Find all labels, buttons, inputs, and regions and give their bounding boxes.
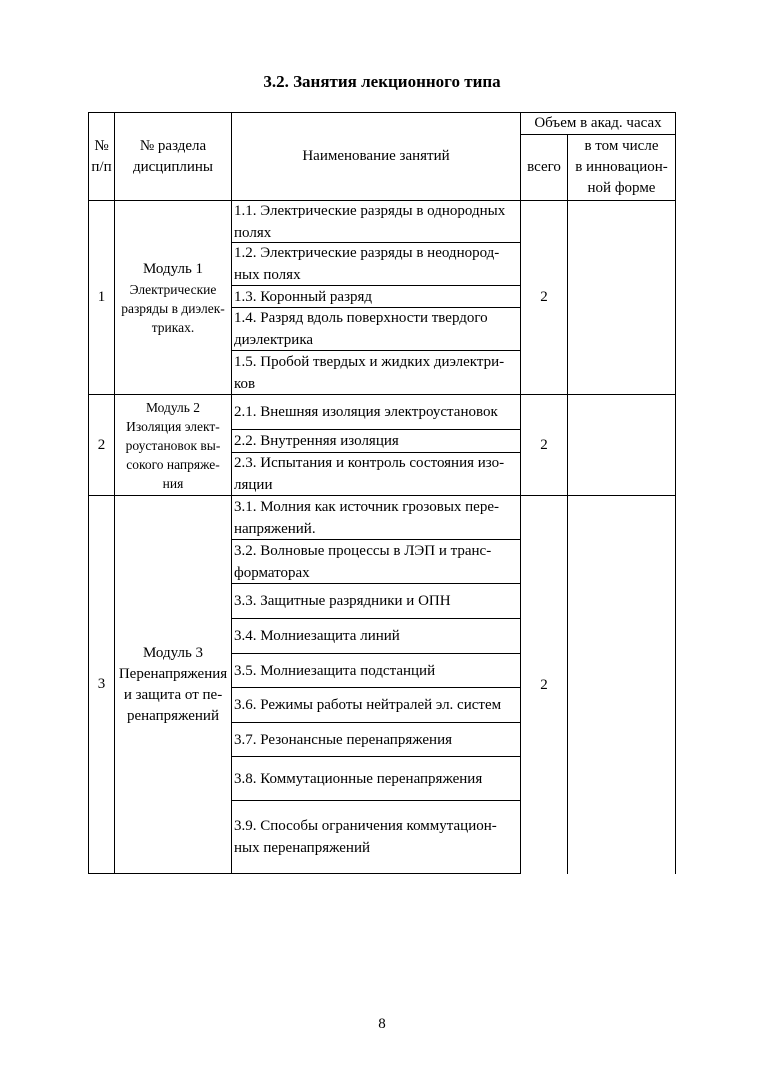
header-name: Наименование занятий	[231, 112, 521, 201]
row-num: 1	[88, 200, 115, 395]
lecture-item: 1.2. Электрические разряды в неоднород- ных полях	[231, 242, 521, 286]
module-title: Модуль 2	[145, 399, 201, 415]
module-title: Модуль 3	[142, 644, 204, 661]
module-cell	[114, 394, 232, 496]
module-cell	[114, 200, 232, 395]
lecture-item: 2.1. Внешняя изоляция электроустановок	[231, 394, 521, 430]
header-section: № раздела дисциплины	[114, 112, 232, 201]
module-subtitle: Изоляция элект- роустановок вы- сокого напряже- ния	[125, 418, 221, 491]
hours-innovative	[567, 495, 676, 874]
lecture-item: 1.1. Электрические разряды в однородных полях	[231, 200, 521, 243]
lecture-item: 3.4. Молниезащита линий	[231, 618, 521, 654]
module-subtitle: Электрические разряды в диэлек- триках.	[121, 281, 225, 335]
page-number: 8	[378, 1016, 386, 1032]
hours-total: 2	[520, 394, 568, 496]
hours-total: 2	[520, 200, 568, 395]
header-num: № п/п	[88, 112, 115, 201]
lecture-item: 2.3. Испытания и контроль состояния изо- ляции	[231, 452, 521, 496]
lecture-item: 2.2. Внутренняя изоляция	[231, 429, 521, 453]
section-title: 3.2. Занятия лекционного типа	[263, 72, 501, 91]
module-title: Модуль 1	[142, 260, 204, 277]
lecture-item: 1.5. Пробой твердых и жидких диэлектри- ков	[231, 350, 521, 395]
header-innovative: в том числе в инновацион- ной форме	[567, 134, 676, 201]
module-subtitle: Перенапряжения и защита от пе- ренапряжений	[118, 665, 228, 724]
row-num: 3	[88, 495, 115, 874]
lecture-item: 3.1. Молния как источник грозовых пере- напряжений.	[231, 495, 521, 540]
hours-total: 2	[520, 495, 568, 874]
header-volume: Объем в акад. часах	[520, 112, 676, 135]
lecture-item: 3.7. Резонансные перенапряжения	[231, 722, 521, 757]
header-total: всего	[520, 134, 568, 201]
hours-innovative	[567, 200, 676, 395]
lecture-item: 3.5. Молниезащита подстанций	[231, 653, 521, 688]
lecture-item: 1.3. Коронный разряд	[231, 285, 521, 308]
lecture-item: 3.8. Коммутационные перенапряжения	[231, 756, 521, 801]
hours-innovative	[567, 394, 676, 496]
row-num: 2	[88, 394, 115, 496]
lecture-item: 3.2. Волновые процессы в ЛЭП и транс- форматорах	[231, 539, 521, 584]
lecture-item: 3.9. Способы ограничения коммутацион- ных перенапряжений	[231, 800, 521, 874]
lecture-item: 1.4. Разряд вдоль поверхности твердого диэлектрика	[231, 307, 521, 351]
lecture-item: 3.6. Режимы работы нейтралей эл. систем	[231, 687, 521, 723]
module-cell	[114, 495, 232, 874]
lecture-item: 3.3. Защитные разрядники и ОПН	[231, 583, 521, 619]
